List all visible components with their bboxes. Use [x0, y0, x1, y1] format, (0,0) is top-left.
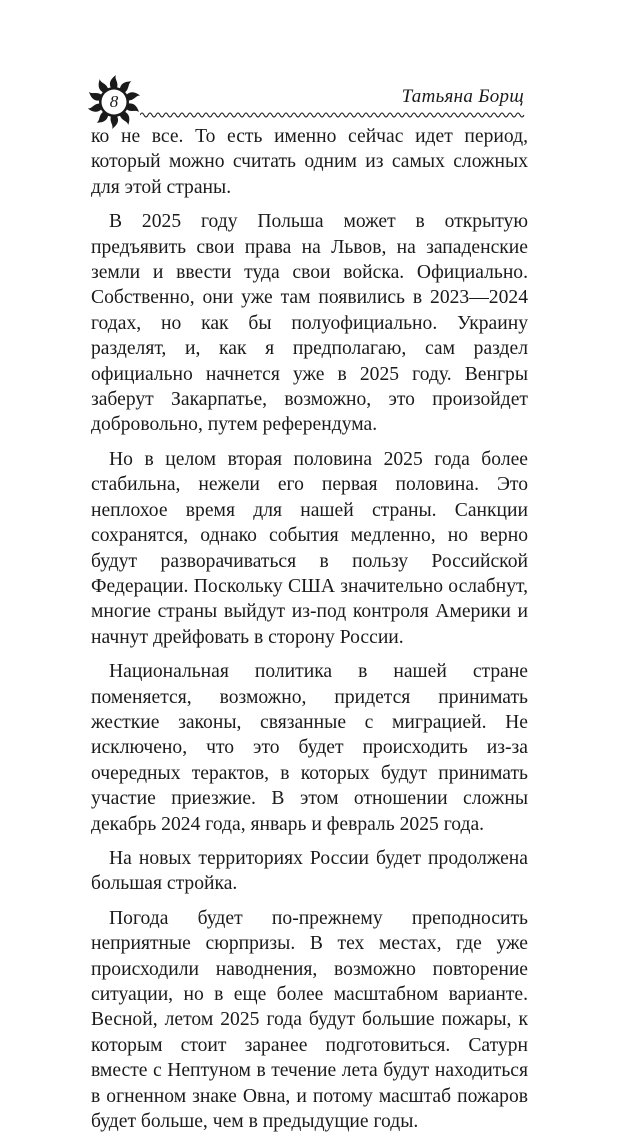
paragraph: На новых территориях России будет продолжена большая стройка.: [91, 847, 528, 895]
page-header: [0, 0, 619, 140]
page-number: 8: [109, 92, 119, 111]
paragraph: В 2025 году Польша может в открытую предъявить свои права на Львов, на западенские земли и ввести туда свои войска. Официально. Собственно, они уже там появились в 2023—2024 годах, но как бы полуофициально. Украину разделят, и, как я предполагаю, сам раздел официально начнется уже в 2025 году. Венгры заберут Закарпатье, возможно, это произойдет добровольно, путем референдума.: [91, 211, 528, 436]
running-head-author: Татьяна Борщ: [401, 86, 524, 107]
paragraph: Национальная политика в нашей стране поменяется, возможно, придется принимать жесткие законы, связанные с миграцией. Не исключено, что это будет происходить из-за очередных терактов, в которых будут принимать участие приезжие. В этом отношении сложны декабрь 2024 года, январь и февраль 2025 года.: [91, 661, 528, 835]
paragraph: Погода будет по-прежнему преподносить неприятные сюрпризы. В тех местах, где уже происходили наводнения, возможно повторение ситуации, но в еще более масштабном варианте. Весной, летом 2025 года будут большие пожары, к которым стоит заранее подготовиться. Сатурн вместе с Нептуном в течение лета будут находиться в огненном знаке Овна, и потому масштаб пожаров будет больше, чем в предыдущие годы.: [91, 907, 528, 1133]
header-wavy-rule: [140, 109, 526, 121]
paragraph: Но в целом вторая половина 2025 года более стабильна, нежели его первая половина. Это неплохое время для нашей страны. Санкции сохранятся, однако события медленно, но верно будут разворачиваться в пользу Российской Федерации. Поскольку США значительно ослабнут, многие страны выйдут из-под контроля Америки и начнут дрейфовать в сторону России.: [91, 448, 528, 648]
body-text: [91, 124, 528, 1143]
paragraph: ко не все. То есть именно сейчас идет период, который можно считать одним из самых сложных для этой страны.: [91, 126, 528, 198]
